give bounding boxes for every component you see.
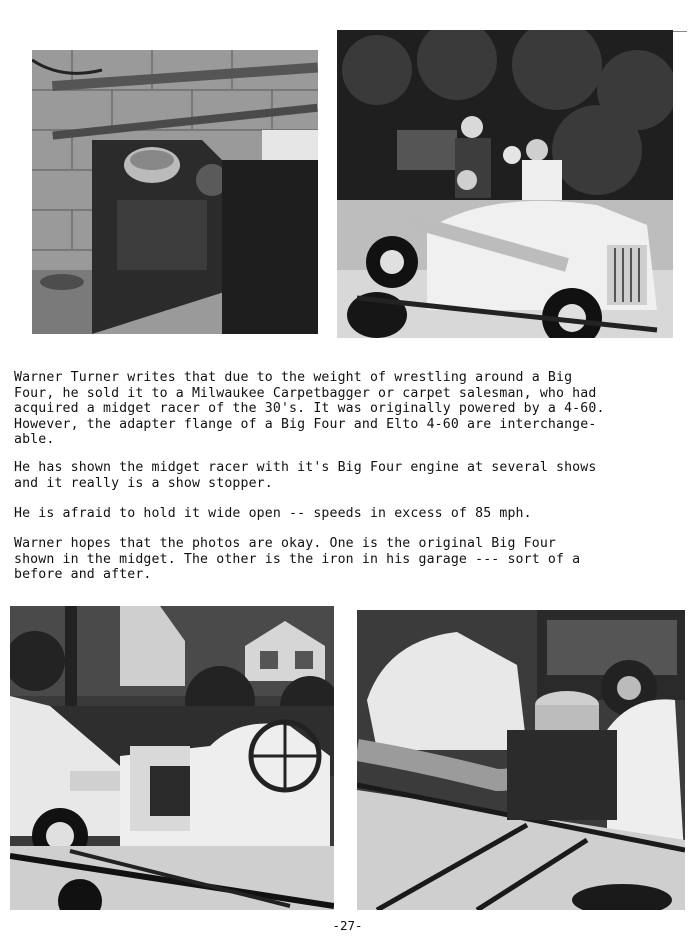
page-number: -27- — [332, 918, 363, 933]
article-paragraph-shows: He has shown the midget racer with it's Big Four engine at several shows and it really is a show stopper. — [14, 460, 597, 491]
photo-engine-in-garage — [32, 50, 318, 334]
photo-racer-engine-closeup — [357, 610, 685, 910]
article-paragraph-sale: Warner Turner writes that due to the weight of wrestling around a Big Four, he sold it to a Milwaukee Carpetbagger or carpet salesman, who had acquired a midget racer of the 30's. It was originally powered by a 4-60. However, the adapter flange of a Big Four and Elto 4-60 are interchange- able. — [14, 370, 605, 448]
photo-racer-on-trailer — [10, 606, 334, 910]
article-paragraph-photos: Warner hopes that the photos are okay. One is the original Big Four shown in the midget. The other is the iron in his garage --- sort of a before and after. — [14, 536, 581, 583]
corner-mark — [673, 31, 687, 38]
article-paragraph-speed: He is afraid to hold it wide open -- speeds in excess of 85 mph. — [14, 506, 532, 521]
photo-family-in-midget-racer — [337, 30, 673, 338]
